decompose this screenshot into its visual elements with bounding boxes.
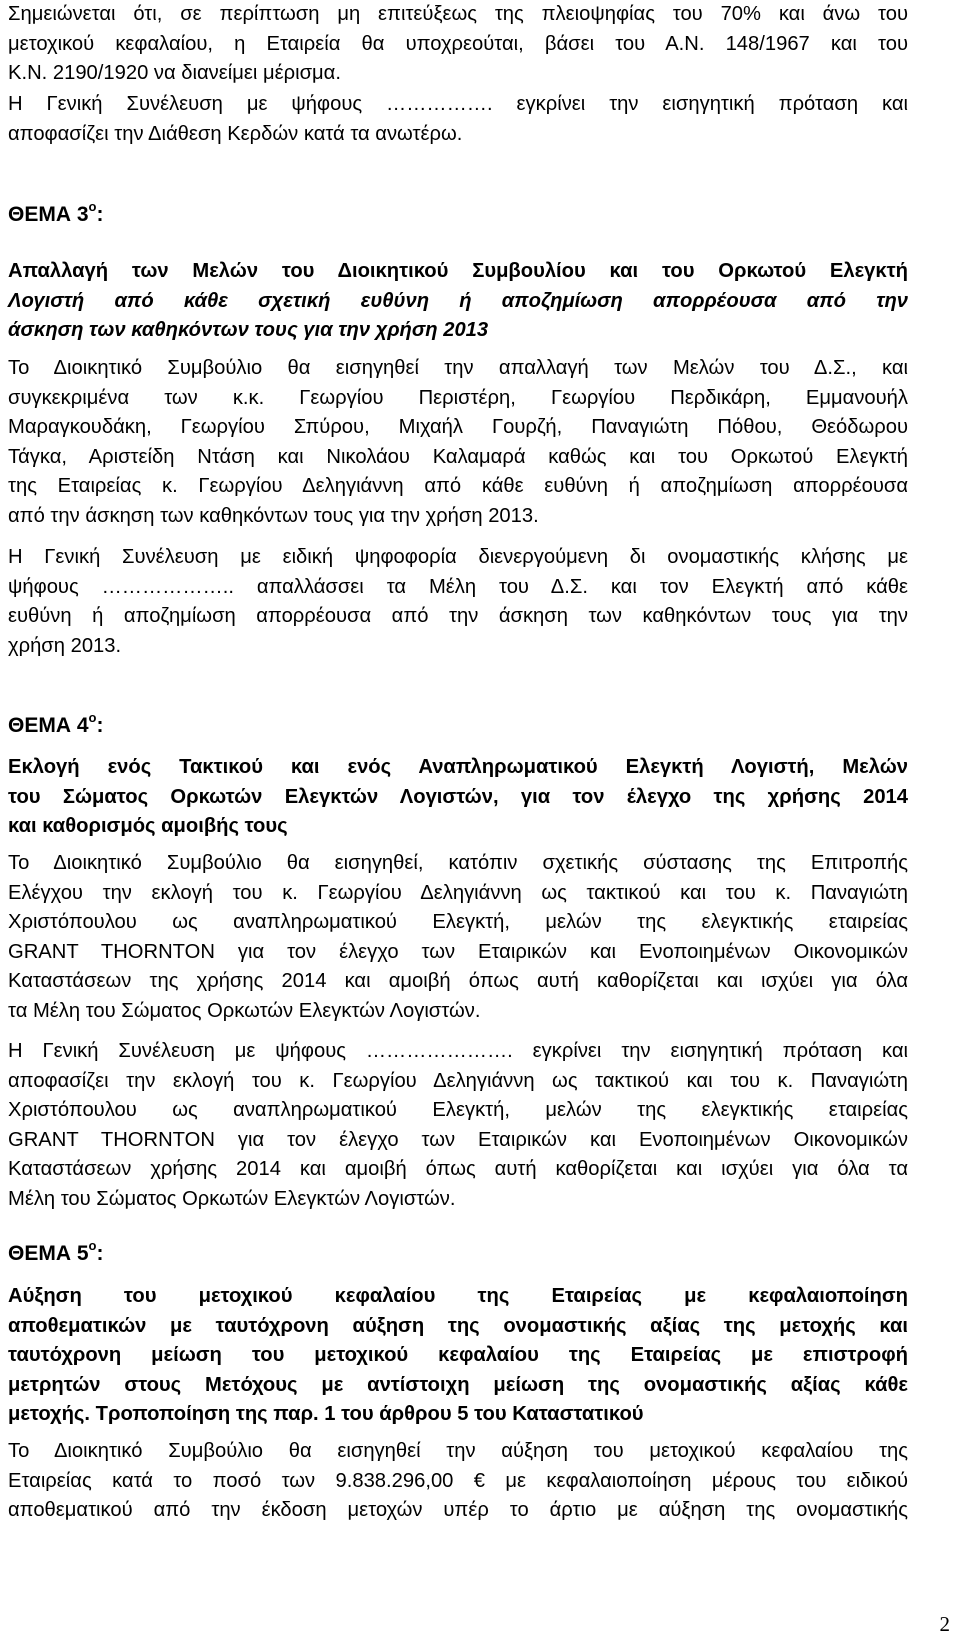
- theme3-proposal: Το Διοικητικό Συμβούλιο θα εισηγηθεί την απαλλαγή των Μελών του Δ.Σ., και συγκεκριμένα των κ.κ. Γεωργίου Περιστέρη, Γεωργίου Περδικάρη, Εμμανουήλ Μαραγκουδάκη, Γεωργίου Σπύρου, Μιχαήλ Γουρζή, Παναγιώτη Πόθου, Θεόδωρου Τάγκα, Αριστείδη Ντάση και Νικολάου Καλαμαρά καθώς και του Ορκωτού Ελεγκτή της Εταιρείας κ. Γεωργίου Δεληγιάννη από κάθε ευθύνη ή αποζημίωση απορρέουσα από την άσκηση των καθηκόντων τους για την χρήση 2013.: [8, 357, 908, 527]
- page-number: 2: [939, 1612, 950, 1636]
- theme3-heading: ΘΕΜΑ $3^o$:: [8, 199, 104, 226]
- theme5-subject: Αύξηση του μετοχικού κεφαλαίου της Εταιρείας με κεφαλαιοποίηση αποθεματικών με ταυτόχρονη αύξηση της ονομαστικής αξίας της μετοχής και ταυτόχρονη μείωση του μετοχικού κεφαλαίου της Εταιρείας με επιστροφή μετρητών στους Μετόχους με αντίστοιχη μείωση της ονομαστικής αξίας κάθε μετοχής. Τροποποίηση της παρ. 1 του άρθρου 5 του Καταστατικού: [8, 1285, 908, 1426]
- theme4-subject: Εκλογή ενός Τακτικού και ενός Αναπληρωματικού Ελεγκτή Λογιστή, Μελών του Σώματος Ορκωτών Ελεγκτών Λογιστών, για τον έλεγχο της χρήσης 2014 και καθορισμός αμοιβής τους: [8, 756, 908, 838]
- theme3-subject: Απαλλαγή των Μελών του Διοικητικού Συμβουλίου και του Ορκωτού Ελεγκτή Λογιστή από κάθε σχετική ευθύνη ή αποζημίωση απορρέουσα από την άσκηση των καθηκόντων τους για την χρήση 2013: [8, 260, 908, 342]
- theme5-proposal: Το Διοικητικό Συμβούλιο θα εισηγηθεί την αύξηση του μετοχικού κεφαλαίου της Εταιρείας κατά το ποσό των 9.838.296,00 € με κεφαλαιοποίηση μέρους του ειδικού αποθεματικού από την έκδοση μετοχών υπέρ το άρτιο με αύξηση της ονομαστικής: [8, 1440, 908, 1522]
- theme4-proposal: Το Διοικητικό Συμβούλιο θα εισηγηθεί, κατόπιν σχετικής σύστασης της Επιτροπής Ελέγχου την εκλογή του κ. Γεωργίου Δεληγιάννη ως τακτικού και του κ. Παναγιώτη Χριστόπουλου ως αναπληρωματικού Ελεγκτή, μελών της ελεγκτικής εταιρείας GRANT THORNTON για τον έλεγχο των Εταιρικών και Ενοποιημένων Οικονομικών Καταστάσεων της χρήσης 2014 και αμοιβή όπως αυτή καθορίζεται και ισχύει για όλα τα Μέλη του Σώματος Ορκωτών Ελεγκτών Λογιστών.: [8, 852, 908, 1022]
- intro-paragraph: [8, 0, 908, 89]
- intro-gm-paragraph: [8, 90, 908, 149]
- theme4-heading: ΘΕΜΑ $4^o$:: [8, 710, 104, 737]
- intro-gm-text: Η Γενική Συνέλευση με ψήφους ……………. εγκρίνει την εισηγητική πρόταση και αποφασίζει την Διάθεση Κερδών κατά τα ανωτέρω.: [8, 93, 908, 145]
- theme5-heading: ΘΕΜΑ $5^o$:: [8, 1238, 104, 1265]
- theme3-gm-decision: Η Γενική Συνέλευση με ειδική ψηφοφορία διενεργούμενη δι ονομαστικής κλήσης με ψήφους ……………….. απαλλάσσει τα Μέλη του Δ.Σ. και τον Ελεγκτή από κάθε ευθύνη ή αποζημίωση απορρέουσα από την άσκηση των καθηκόντων τους για την χρήση 2013.: [8, 546, 908, 657]
- theme4-gm-decision: Η Γενική Συνέλευση με ψήφους …………………. εγκρίνει την εισηγητική πρόταση και αποφασίζει την εκλογή του κ. Γεωργίου Δεληγιάννη ως τακτικού και του κ. Παναγιώτη Χριστόπουλου ως αναπληρωματικού Ελεγκτή, μελών της ελεγκτικής εταιρείας GRANT THORNTON για τον έλεγχο των Εταιρικών και Ενοποιημένων Οικονομικών Καταστάσεων χρήσης 2014 και αμοιβή όπως αυτή καθορίζεται και ισχύει για όλα τα Μέλη του Σώματος Ορκωτών Ελεγκτών Λογιστών.: [8, 1040, 908, 1210]
- intro-text: Σημειώνεται ότι, σε περίπτωση μη επιτεύξεως της πλειοψηφίας του 70% και άνω του μετοχικού κεφαλαίου, η Εταιρεία θα υποχρεούται, βάσει του Α.Ν. 148/1967 και του Κ.Ν. 2190/1920 να διανείμει μέρισμα.: [8, 3, 908, 85]
